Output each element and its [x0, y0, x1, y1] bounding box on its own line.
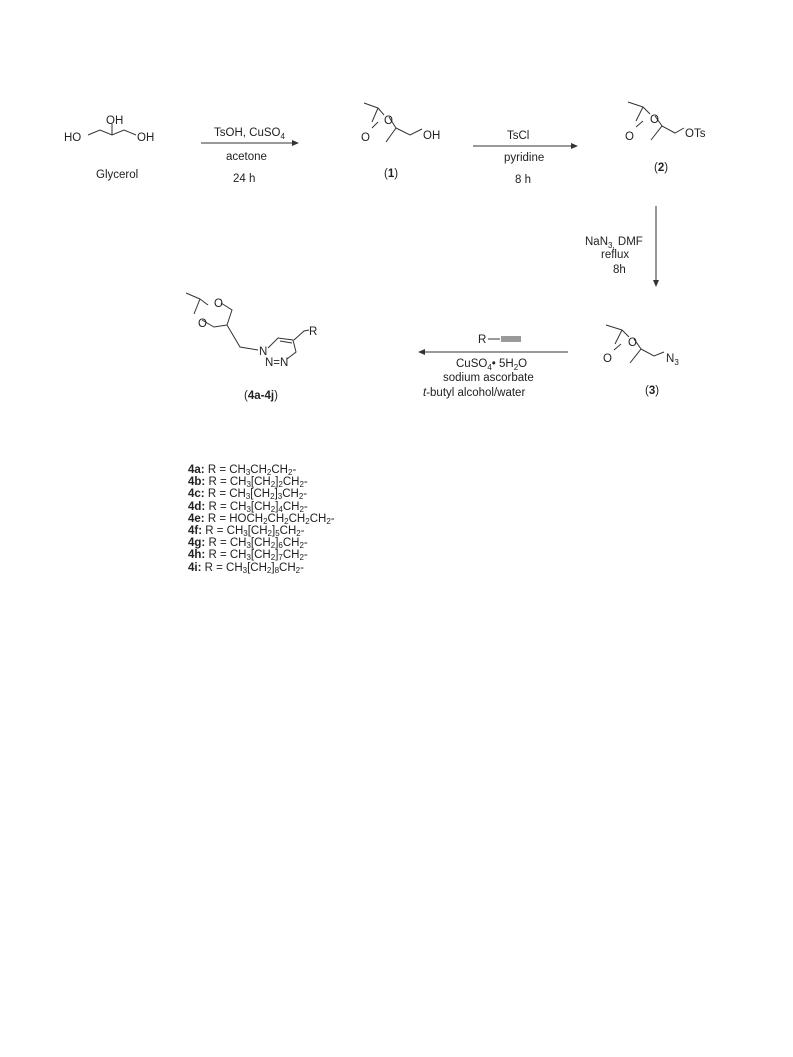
compound-4-structure	[186, 293, 317, 402]
r-group-text: -	[330, 512, 335, 525]
r-group-text: R = HOCH	[204, 512, 264, 525]
compound-2-ots: OTs	[685, 128, 706, 140]
r-group-text: -	[303, 537, 308, 550]
r-group-subscript: 2	[326, 516, 331, 526]
r-group-compound-id: 4b:	[188, 476, 206, 489]
compound-4-n1: N	[259, 346, 268, 358]
r-group-text: CH	[250, 464, 267, 476]
compound-1-oh: OH	[423, 130, 441, 142]
r-group-subscript: 2	[278, 480, 283, 490]
r-group-subscript: 2	[299, 504, 304, 514]
glycerol-structure	[64, 115, 154, 181]
r-group-compound-id: 4c:	[188, 488, 205, 501]
r-group-text: ]	[275, 476, 279, 489]
step3-arrow	[585, 206, 659, 287]
r-group-text: R = CH	[201, 561, 243, 574]
r-group-text: -	[303, 549, 308, 562]
r-group-compound-id: 4h:	[188, 549, 206, 562]
r-group-text: R = CH	[204, 488, 246, 501]
compound-4-o-top: O	[214, 298, 223, 310]
compound-1-structure	[361, 103, 440, 180]
r-group-text: [CH	[250, 537, 271, 550]
r-group-text: R = CH	[202, 525, 244, 538]
r-group-subscript: 8	[274, 565, 280, 575]
r-group-subscript: 2	[299, 480, 304, 490]
r-group-subscript: 7	[278, 553, 283, 563]
step1-arrow	[201, 127, 299, 185]
r-group-subscript: 3	[245, 492, 251, 502]
r-group-subscript: 2	[299, 553, 304, 563]
step4-solvent: t-butyl alcohol/water	[423, 387, 526, 399]
r-group-subscript: 2	[299, 541, 304, 551]
r-group-subscript: 2	[298, 492, 304, 502]
r-group-text: [CH	[250, 549, 271, 562]
r-group-compound-id: 4a:	[188, 464, 205, 476]
step2-reagent: TsCl	[507, 130, 530, 142]
step1-reagent: TsOH, CuSO$_4$	[214, 127, 285, 141]
r-group-subscript: 2	[266, 468, 272, 477]
r-group-text: CH	[282, 476, 300, 489]
r-group-text: R = CH	[205, 537, 247, 550]
r-group-text: CH	[282, 549, 300, 562]
r-group-text: CH	[279, 525, 297, 538]
r-group-text: ]	[274, 488, 278, 501]
r-group-subscript: 2	[263, 516, 268, 526]
r-group-text: [CH	[247, 525, 268, 538]
r-group-text: -	[303, 476, 308, 489]
compound-2-label: (2)	[654, 162, 669, 174]
r-group-text: ]	[275, 549, 279, 562]
r-group-subscript: 2	[305, 516, 310, 526]
r-group-text: CH	[288, 512, 306, 525]
step2-arrow	[473, 130, 578, 186]
r-group-subscript: 3	[243, 529, 248, 539]
r-group-row	[188, 525, 335, 537]
r-group-subscript: 2	[270, 504, 276, 514]
r-group-text: -	[292, 464, 297, 476]
r-group-text: R = CH	[205, 476, 247, 489]
compound-4-o-bottom: O	[198, 318, 207, 330]
r-group-row	[188, 488, 335, 500]
compound-2-o-top: O	[650, 114, 659, 126]
r-group-compound-id: 4i:	[188, 561, 202, 574]
r-group-text: [CH	[250, 500, 271, 513]
compound-2-structure	[625, 102, 706, 174]
r-group-list	[188, 464, 335, 574]
r-group-subscript: 2	[270, 492, 275, 502]
r-group-text: CH	[282, 500, 300, 513]
r-group-row	[188, 476, 335, 488]
r-group-text: CH	[271, 464, 288, 476]
r-group-row	[188, 513, 335, 525]
r-group-subscript: 3	[242, 565, 248, 575]
r-group-text: CH	[282, 537, 300, 550]
compound-3-o-bottom: O	[603, 353, 612, 365]
r-group-text: ]	[275, 537, 279, 550]
step2-solvent: pyridine	[504, 152, 545, 164]
step4-additive: sodium ascorbate	[443, 372, 534, 384]
r-group-subscript: 3	[245, 468, 251, 477]
r-group-text: R = CH	[204, 464, 246, 476]
r-group-subscript: 5	[275, 529, 280, 539]
r-group-text: -	[303, 488, 308, 501]
compound-3-structure	[603, 325, 679, 397]
step4-arrow	[418, 334, 568, 399]
r-group-subscript: 3	[246, 541, 251, 551]
r-group-text: [CH	[247, 561, 267, 574]
r-group-compound-id: 4f:	[188, 525, 203, 538]
r-group-compound-id: 4g:	[188, 537, 206, 550]
r-group-compound-id: 4d:	[188, 500, 206, 513]
step3-time: 8h	[613, 264, 626, 276]
r-group-subscript: 2	[266, 565, 272, 575]
r-group-text: [CH	[250, 488, 271, 501]
r-group-text: ]	[272, 525, 276, 538]
r-group-subscript: 2	[284, 516, 289, 526]
r-group-subscript: 4	[278, 504, 283, 514]
compound-1-o-bottom: O	[361, 132, 370, 144]
r-group-subscript: 2	[296, 529, 301, 539]
step4-catalyst: CuSO$_4$• $5H_2O$	[456, 358, 528, 372]
r-group-row	[188, 562, 335, 574]
step3-reagent: NaN$_{3,}$ DMF	[585, 236, 643, 250]
r-group-subscript: 3	[246, 480, 251, 490]
compound-4-label: (4a-4j)	[244, 390, 278, 402]
glycerol-oh-top: OH	[106, 115, 124, 127]
r-group-text: R = CH	[205, 500, 247, 513]
compound-3-azide: $N_3$	[666, 353, 679, 367]
step1-time: 24 h	[233, 173, 256, 185]
r-group-text: ]	[275, 500, 279, 513]
glycerol-oh-right: OH	[137, 132, 155, 144]
step2-time: 8 h	[515, 174, 531, 186]
r-group-compound-id: 4e:	[188, 512, 205, 525]
r-group-text: CH	[282, 488, 299, 501]
r-group-text: R = CH	[205, 549, 247, 562]
r-group-subscript: 2	[270, 553, 276, 563]
compound-1-o-top: O	[384, 115, 393, 127]
glycerol-label: Glycerol	[96, 169, 139, 181]
compound-3-label: (3)	[645, 385, 660, 397]
r-group-text: -	[303, 500, 308, 513]
r-group-subscript: 2	[270, 541, 276, 551]
r-group-text: CH	[279, 561, 296, 574]
compound-3-o-top: O	[628, 337, 637, 349]
r-group-subscript: 2	[295, 565, 301, 575]
r-group-text: CH	[267, 512, 285, 525]
r-group-text: ]	[271, 561, 275, 574]
r-group-subscript: 6	[278, 541, 283, 551]
r-group-subscript: 2	[270, 480, 276, 490]
r-group-text: CH	[309, 512, 327, 525]
r-group-subscript: 3	[246, 504, 251, 514]
glycerol-oh-left: HO	[64, 132, 82, 144]
r-group-subscript: 2	[267, 529, 272, 539]
r-group-text: [CH	[250, 476, 271, 489]
compound-1-label: (1)	[384, 168, 399, 180]
compound-4-n2-n3: N=N	[265, 357, 289, 369]
compound-2-o-bottom: O	[625, 131, 634, 143]
r-group-row	[188, 501, 335, 513]
step1-solvent: acetone	[226, 151, 267, 163]
r-group-subscript: 3	[277, 492, 283, 502]
r-group-subscript: 2	[288, 468, 293, 477]
r-group-row	[188, 464, 335, 476]
r-group-subscript: 3	[246, 553, 251, 563]
r-group-text: -	[300, 561, 304, 574]
r-group-text: -	[300, 525, 305, 538]
step3-condition: reflux	[601, 249, 630, 261]
step4-alkyne-r: R	[478, 334, 487, 346]
r-group-row	[188, 537, 335, 549]
r-group-row	[188, 549, 335, 561]
compound-4-r: R	[309, 326, 318, 338]
